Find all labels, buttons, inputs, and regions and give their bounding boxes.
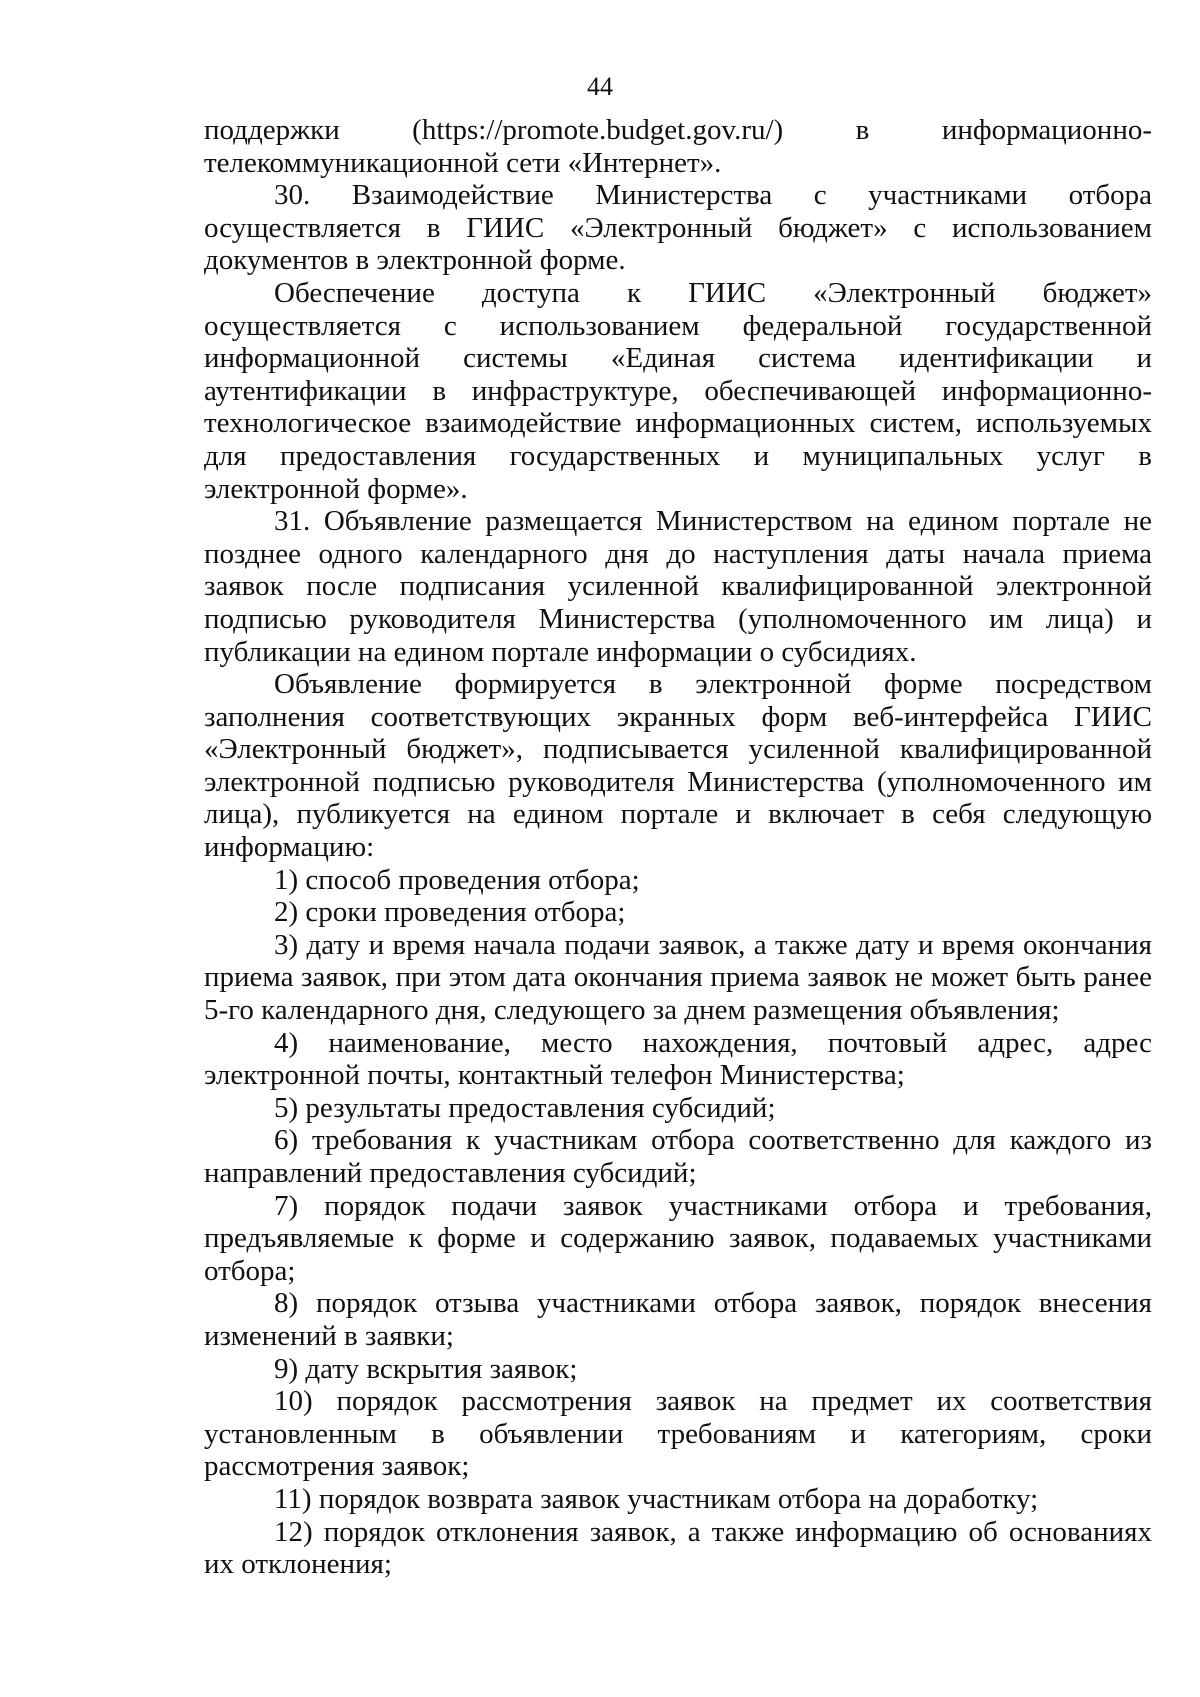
list-item: 7) порядок подачи заявок участниками отбора и требования, предъявляемые к форме и содержанию заявок, подаваемых участниками отбора; [204, 1189, 1152, 1287]
paragraph: Обеспечение доступа к ГИИС «Электронный бюджет» осуществляется с использованием федеральной государственной информационной системы «Единая система идентификации и аутентификации в инфраструктуре, обеспечивающей информационно-технологическое взаимодействие информационных систем, используемых для предоставления государственных и муниципальных услуг в электронной форме». [204, 276, 1152, 505]
page-number: 44 [587, 72, 613, 101]
list-item: 8) порядок отзыва участниками отбора заявок, порядок внесения изменений в заявки; [204, 1287, 1152, 1352]
list-item: 3) дату и время начала подачи заявок, а также дату и время окончания приема заявок, при этом дата окончания приема заявок не может быть ранее 5-го календарного дня, следующего за днем размещения объявления; [204, 928, 1152, 1027]
list-item: 12) порядок отклонения заявок, а также информацию об основаниях их отклонения; [204, 1515, 1152, 1581]
paragraph-item-31: 31. Объявление размещается Министерством на едином портале не позднее одного календарного дня до наступления даты начала приема заявок после подписания усиленной квалифицированной электронной подписью руководителя Министерства (уполномоченного им лица) и публикации на едином портале информации о субсидиях. [204, 505, 1152, 668]
list-item: 6) требования к участникам отбора соответственно для каждого из направлений предоставления субсидий; [204, 1124, 1152, 1189]
list-item: 1) способ проведения отбора; [274, 863, 640, 896]
list-item: 5) результаты предоставления субсидий; [274, 1091, 776, 1124]
paragraph-item-30: 30. Взаимодействие Министерства с участниками отбора осуществляется в ГИИС «Электронный бюджет» с использованием документов в электронной форме. [204, 179, 1152, 277]
list-item: 4) наименование, место нахождения, почтовый адрес, адрес электронной почты, контактный телефон Министерства; [204, 1026, 1152, 1092]
list-item: 2) сроки проведения отбора; [274, 896, 626, 929]
list-item: 9) дату вскрытия заявок; [274, 1352, 578, 1385]
list-item: 11) порядок возврата заявок участникам отбора на доработку; [274, 1482, 1039, 1515]
paragraph: Объявление формируется в электронной форме посредством заполнения соответствующих экранных форм веб-интерфейса ГИИС «Электронный бюджет», подписывается усиленной квалифицированной электронной подписью руководителя Министерства (уполномоченного им лица), публикуется на едином портале и включает в себя следующую информацию: [204, 668, 1152, 864]
document-body [204, 114, 1152, 1581]
list-item: 10) порядок рассмотрения заявок на предмет их соответствия установленным в объявлении требованиям и категориям, сроки рассмотрения заявок; [204, 1385, 1152, 1483]
paragraph: поддержки (https://promote.budget.gov.ru/) в информационно-телекоммуникационной сети «Интернет». [204, 114, 1152, 179]
